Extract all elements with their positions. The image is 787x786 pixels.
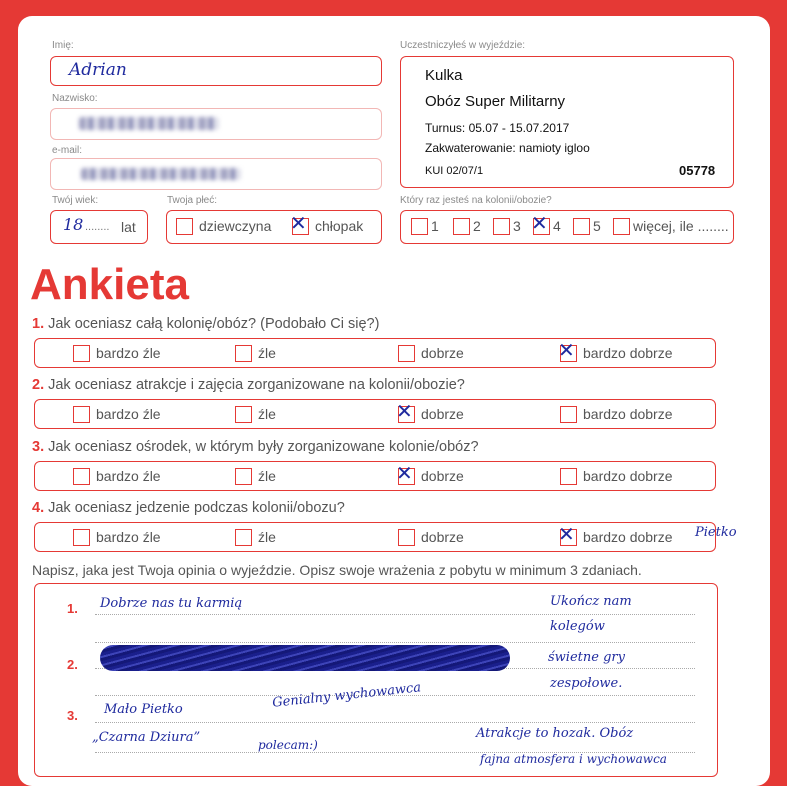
rating-option-label: bardzo źle: [96, 406, 161, 423]
checkbox[interactable]: [560, 468, 577, 485]
checkbox[interactable]: [235, 406, 252, 423]
handwriting: „Czarna Dziura”: [92, 730, 201, 745]
handwriting: Atrakcje to hozak. Obóz: [476, 726, 634, 741]
page-title: Ankieta: [30, 260, 189, 309]
check-mark-icon: ✕: [396, 398, 413, 423]
checkbox[interactable]: [73, 406, 90, 423]
rating-option-label: bardzo źle: [96, 345, 161, 362]
question-text: Jak oceniasz jedzenie podczas kolonii/obozu?: [44, 500, 345, 516]
rating-option-label: źle: [258, 529, 276, 546]
question-text: Jak oceniasz całą kolonię/obóz? (Podobało Ci się?): [44, 316, 380, 332]
imie-field[interactable]: [50, 56, 382, 86]
rating-option-label: dobrze: [421, 345, 464, 362]
redacted-surname: [79, 117, 219, 130]
checkbox[interactable]: [398, 529, 415, 546]
trip-turnus: Turnus: 05.07 - 15.07.2017: [425, 121, 570, 135]
email-field[interactable]: [50, 158, 382, 190]
rating-row-2: [34, 399, 716, 429]
rating-option-label: bardzo dobrze: [583, 406, 673, 423]
redacted-email: [81, 168, 241, 180]
checkbox[interactable]: [558, 337, 577, 362]
rating-option[interactable]: [235, 405, 276, 423]
question-4: [32, 500, 345, 516]
handwriting: Dobrze nas tu karmią: [100, 596, 243, 611]
question-text: Jak oceniasz ośrodek, w którym były zorganizowane kolonie/obóz?: [44, 439, 479, 455]
rating-option-label: bardzo źle: [96, 529, 161, 546]
checkbox[interactable]: [531, 210, 550, 235]
times-option-5[interactable]: 5: [573, 217, 601, 235]
rating-row-3: [34, 461, 716, 491]
times-option-2[interactable]: 2: [453, 217, 481, 235]
rating-option-label: bardzo źle: [96, 468, 161, 485]
check-mark-icon: ✕: [396, 460, 413, 485]
rating-option-label: bardzo dobrze: [583, 468, 673, 485]
opinion-line-number: 1.: [67, 601, 78, 616]
trip-name: Kulka: [425, 67, 463, 84]
question-text: Jak oceniasz atrakcje i zajęcia zorganizowane na kolonii/obozie?: [44, 377, 465, 393]
nazwisko-field[interactable]: [50, 108, 382, 140]
checkbox[interactable]: [396, 398, 415, 423]
rating-option[interactable]: [396, 398, 464, 423]
checkbox[interactable]: [235, 468, 252, 485]
times-option-4[interactable]: ✕ 4: [531, 210, 561, 235]
rating-option-label: bardzo dobrze: [583, 529, 673, 546]
checkbox[interactable]: [411, 218, 428, 235]
handwriting: kolegów: [550, 619, 605, 634]
question-1: [32, 316, 379, 332]
question-number: 4.: [32, 500, 45, 516]
question-number: 1.: [32, 316, 45, 332]
plec-field: [166, 210, 382, 244]
plec-option-chlopak[interactable]: ✕ chłopak: [290, 210, 364, 235]
rating-option-label: źle: [258, 345, 276, 362]
checkbox[interactable]: [560, 406, 577, 423]
handwritten-note: Pietko: [695, 525, 737, 540]
trip-code: KUI 02/07/1: [425, 165, 484, 177]
question-2: [32, 377, 465, 393]
trip-zakwaterowanie: Zakwaterowanie: namioty igloo: [425, 141, 590, 155]
email-label: e-mail:: [52, 145, 83, 156]
trip-label: Uczestniczyłeś w wyjeździe:: [400, 40, 526, 51]
wiek-field[interactable]: [50, 210, 148, 244]
times-option-more[interactable]: więcej, ile ........: [613, 217, 729, 235]
checkbox[interactable]: [573, 218, 590, 235]
handwriting: polecam:): [258, 738, 318, 752]
rating-option-label: dobrze: [421, 406, 464, 423]
wiek-label: Twój wiek:: [52, 195, 99, 206]
rating-option[interactable]: [235, 528, 276, 546]
checkbox[interactable]: [176, 218, 193, 235]
trip-card: [400, 56, 734, 188]
rating-option-label: bardzo dobrze: [583, 345, 673, 362]
checkbox[interactable]: [235, 345, 252, 362]
wiek-dots: ........: [85, 221, 110, 233]
rating-option[interactable]: [396, 460, 464, 485]
rating-option[interactable]: [73, 528, 161, 546]
checkbox[interactable]: [73, 468, 90, 485]
rating-row-4: [34, 521, 737, 552]
handwriting: Ukończ nam: [550, 594, 632, 609]
rating-option[interactable]: [398, 344, 464, 362]
rating-option[interactable]: [558, 521, 673, 546]
opinion-prompt: Napisz, jaka jest Twoja opinia o wyjeździe. Opisz swoje wrażenia z pobytu w minimum 3 zdaniach.: [32, 562, 642, 578]
question-number: 3.: [32, 439, 45, 455]
rating-option-label: dobrze: [421, 529, 464, 546]
rating-option[interactable]: [558, 337, 673, 362]
check-mark-icon: ✕: [531, 210, 548, 235]
handwriting: Genialny wychowawca: [271, 680, 422, 711]
rating-option[interactable]: [235, 467, 276, 485]
checkbox[interactable]: [613, 218, 630, 235]
rating-option-label: dobrze: [421, 468, 464, 485]
check-mark-icon: ✕: [558, 521, 575, 546]
rating-row-1: [34, 338, 716, 368]
checkbox[interactable]: [396, 460, 415, 485]
plec-option-dziewczyna[interactable]: dziewczyna: [176, 217, 271, 235]
rating-option[interactable]: [73, 405, 161, 423]
imie-label: Imię:: [52, 40, 74, 51]
times-label: Który raz jesteś na kolonii/obozie?: [400, 195, 552, 206]
checkbox[interactable]: [398, 345, 415, 362]
checkbox[interactable]: [453, 218, 470, 235]
rating-option[interactable]: [73, 467, 161, 485]
handwriting: świetne gry: [548, 650, 625, 665]
question-3: [32, 439, 479, 455]
rating-option[interactable]: [560, 467, 673, 485]
check-mark-icon: ✕: [558, 337, 575, 362]
checkbox[interactable]: [73, 529, 90, 546]
question-number: 2.: [32, 377, 45, 393]
nazwisko-label: Nazwisko:: [52, 93, 98, 104]
opinion-line-number: 2.: [67, 657, 78, 672]
checkbox[interactable]: [558, 521, 577, 546]
wiek-unit: lat: [121, 219, 136, 235]
wiek-value: 18: [63, 215, 84, 234]
rating-option[interactable]: [398, 528, 464, 546]
times-option-1[interactable]: 1: [411, 217, 439, 235]
check-mark-icon: ✕: [290, 210, 307, 235]
rating-option-label: źle: [258, 406, 276, 423]
trip-number: 05778: [679, 163, 716, 178]
redacted-scribble: [100, 645, 510, 671]
rating-option-label: źle: [258, 468, 276, 485]
checkbox[interactable]: [73, 345, 90, 362]
plec-label: Twoja płeć:: [167, 195, 218, 206]
checkbox[interactable]: [290, 210, 309, 235]
imie-value: Adrian: [69, 60, 127, 80]
rating-option[interactable]: [560, 405, 673, 423]
times-field: [400, 210, 734, 244]
handwriting: Mało Pietko: [104, 702, 183, 717]
checkbox[interactable]: [235, 529, 252, 546]
handwriting: zespołowe.: [550, 676, 623, 691]
handwriting: fajna atmosfera i wychowawca: [480, 752, 667, 766]
rating-option[interactable]: [73, 344, 161, 362]
checkbox[interactable]: [493, 218, 510, 235]
times-option-3[interactable]: 3: [493, 217, 521, 235]
rating-option[interactable]: [235, 344, 276, 362]
trip-camp: Obóz Super Militarny: [425, 93, 566, 110]
opinion-line-number: 3.: [67, 708, 78, 723]
